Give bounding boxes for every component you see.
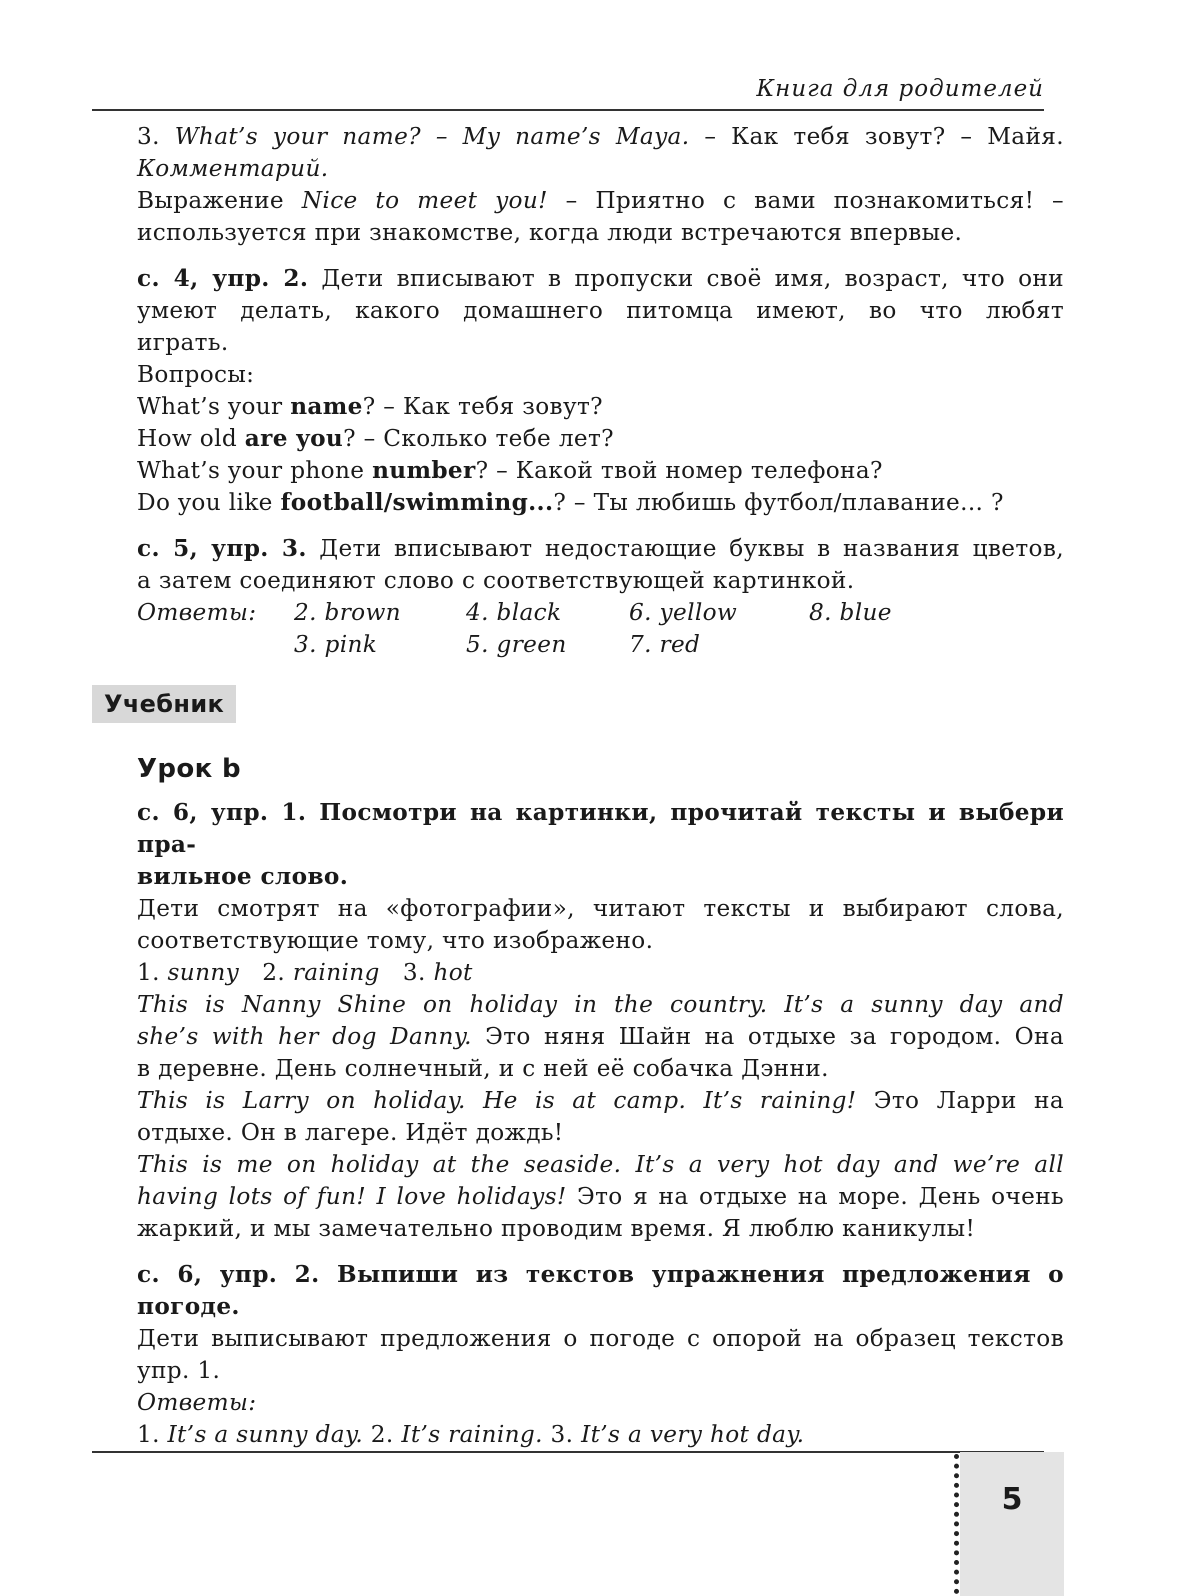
exercise-6-2-answers <box>137 1419 1064 1451</box>
questions-label: Вопросы: <box>137 361 255 388</box>
answer-cell: 3. pink <box>294 631 378 658</box>
answer-cell: 7. red <box>629 631 701 658</box>
lesson-title: Урок b <box>137 754 241 784</box>
footer-rule <box>92 1451 1044 1453</box>
exercise-5-3-line-1 <box>137 533 1064 565</box>
answer-word: sunny <box>167 959 240 986</box>
text-1-russian-line-3: в деревне. День солнечный, и с ней её собачка Дэнни. <box>137 1055 829 1082</box>
answer-cell: 4. black <box>466 599 562 626</box>
exercise-desc: Дети вписывают недостающие буквы в названия цветов, <box>319 535 1064 562</box>
answer-word: raining <box>292 959 380 986</box>
exercise-4-2-line-2: умеют делать, какого домашнего питомца имеют, во что любят <box>137 297 1064 324</box>
answer-sentence: It’s a very hot day. <box>581 1421 805 1448</box>
q-text: ? – Сколько тебе лет? <box>343 425 614 452</box>
question-2 <box>137 423 1064 455</box>
answer-num: 1. <box>137 959 168 986</box>
q-keyword: number <box>372 457 476 484</box>
expression-english: Nice to meet you! <box>301 187 548 214</box>
exercise-6-1-desc-2: соответствующие тому, что изображено. <box>137 927 654 954</box>
exercise-4-2-line-3: играть. <box>137 329 229 356</box>
text-3-russian-line-3: жаркий, и мы замечательно проводим время. Я люблю каникулы! <box>137 1215 976 1242</box>
text-2-russian-line-2: отдыхе. Он в лагере. Идёт дождь! <box>137 1119 564 1146</box>
answer-word: hot <box>433 959 473 986</box>
color-answers <box>137 597 1064 661</box>
item-3-russian: – Как тебя зовут? – Майя. <box>704 123 1064 150</box>
exercise-6-2-desc-2: упр. 1. <box>137 1357 221 1384</box>
text-english: This is Larry on holiday. He is at camp. It’s raining! <box>137 1087 857 1114</box>
answer-cell: 6. yellow <box>629 599 738 626</box>
exercise-6-1-title-line-1: с. 6, упр. 1. Посмотри на картинки, прочитай тексты и выбери пра- <box>137 799 1064 858</box>
expression-translation: – Приятно с вами познакомиться! – <box>565 187 1064 214</box>
exercise-6-2-answers-label: Ответы: <box>137 1389 257 1416</box>
text-2-line-1 <box>137 1085 1064 1117</box>
text-3-line-2 <box>137 1181 1064 1213</box>
q-keyword: are you <box>244 425 344 452</box>
exercise-4-2-line-1 <box>137 263 1064 295</box>
q-text: What’s your <box>137 393 291 420</box>
exercise-6-2-desc-1: Дети выписывают предложения о погоде с опорой на образец текстов <box>137 1325 1064 1352</box>
section-tab-textbook: Учебник <box>92 685 236 723</box>
answers-grid <box>294 597 909 661</box>
text-english: she’s with her dog Danny. <box>137 1023 472 1050</box>
page-content <box>104 121 1065 1451</box>
answer-sentence: It’s a sunny day. <box>167 1421 364 1448</box>
page-number: 5 <box>1001 1482 1023 1517</box>
text-russian: Это я на отдыхе на море. День очень <box>566 1183 1064 1210</box>
question-3 <box>137 455 1064 487</box>
item-3-line <box>137 121 1064 153</box>
q-text: ? – Ты любишь футбол/плавание... ? <box>553 489 1004 516</box>
answer-num: 3. <box>542 1421 582 1448</box>
page-number-box <box>960 1452 1064 1596</box>
q-text: ? – Как тебя зовут? <box>362 393 603 420</box>
question-1 <box>137 391 1064 423</box>
q-text: Do you like <box>137 489 281 516</box>
answer-num: 2. <box>363 1421 402 1448</box>
exercise-5-3-line-2: а затем соединяют слово с соответствующей картинкой. <box>137 567 855 594</box>
footer-dotted-line <box>954 1454 959 1594</box>
expression-prefix: Выражение <box>137 187 284 214</box>
answer-sentence: It’s raining. <box>401 1421 543 1448</box>
answer-cell: 8. blue <box>809 599 892 626</box>
q-text: What’s your phone <box>137 457 373 484</box>
text-english: having lots of fun! I love holidays! <box>137 1183 567 1210</box>
answers-label: Ответы: <box>137 599 257 626</box>
text-russian: Это Ларри на <box>856 1087 1064 1114</box>
header-rule <box>92 109 1044 111</box>
answer-num: 3. <box>402 959 434 986</box>
text-1-english-line-1: This is Nanny Shine on holiday in the country. It’s a sunny day and <box>137 991 1064 1018</box>
exercise-6-1-title-line-2: вильное слово. <box>137 863 349 890</box>
answer-num: 2. <box>262 959 293 986</box>
expression-line-2: используется при знакомстве, когда люди встречаются впервые. <box>137 219 963 246</box>
exercise-6-1-desc-1: Дети смотрят на «фотографии», читают тексты и выбирают слова, <box>137 895 1064 922</box>
q-text: ? – Какой твой номер телефона? <box>475 457 883 484</box>
text-russian: Это няня Шайн на отдыхе за городом. Она <box>471 1023 1065 1050</box>
item-3-english: What’s your name? – My name’s Maya. <box>174 123 690 150</box>
q-keyword: name <box>290 393 363 420</box>
question-4 <box>137 487 1064 519</box>
text-1-line-2 <box>137 1021 1064 1053</box>
answer-num: 1. <box>137 1421 168 1448</box>
answer-cell <box>809 629 909 661</box>
exercise-6-1-answers <box>137 957 1064 989</box>
comment-label: Комментарий. <box>137 155 329 182</box>
expression-line-1 <box>137 185 1064 217</box>
running-head-title: Книга для родителей <box>756 76 1044 102</box>
q-text: How old <box>137 425 245 452</box>
q-keyword: football/swimming... <box>280 489 554 516</box>
answer-cell: 5. green <box>466 631 567 658</box>
text-3-english-line-1: This is me on holiday at the seaside. It’s a very hot day and we’re all <box>137 1151 1064 1178</box>
exercise-ref: с. 4, упр. 2. <box>137 265 309 292</box>
exercise-desc: Дети вписывают в пропуски своё имя, возраст, что они <box>321 265 1064 292</box>
item-number: 3. <box>137 123 160 150</box>
exercise-6-2-title: с. 6, упр. 2. Выпиши из текстов упражнения предложения о погоде. <box>137 1261 1064 1320</box>
exercise-ref: с. 5, упр. 3. <box>137 535 307 562</box>
answer-cell: 2. brown <box>294 599 401 626</box>
